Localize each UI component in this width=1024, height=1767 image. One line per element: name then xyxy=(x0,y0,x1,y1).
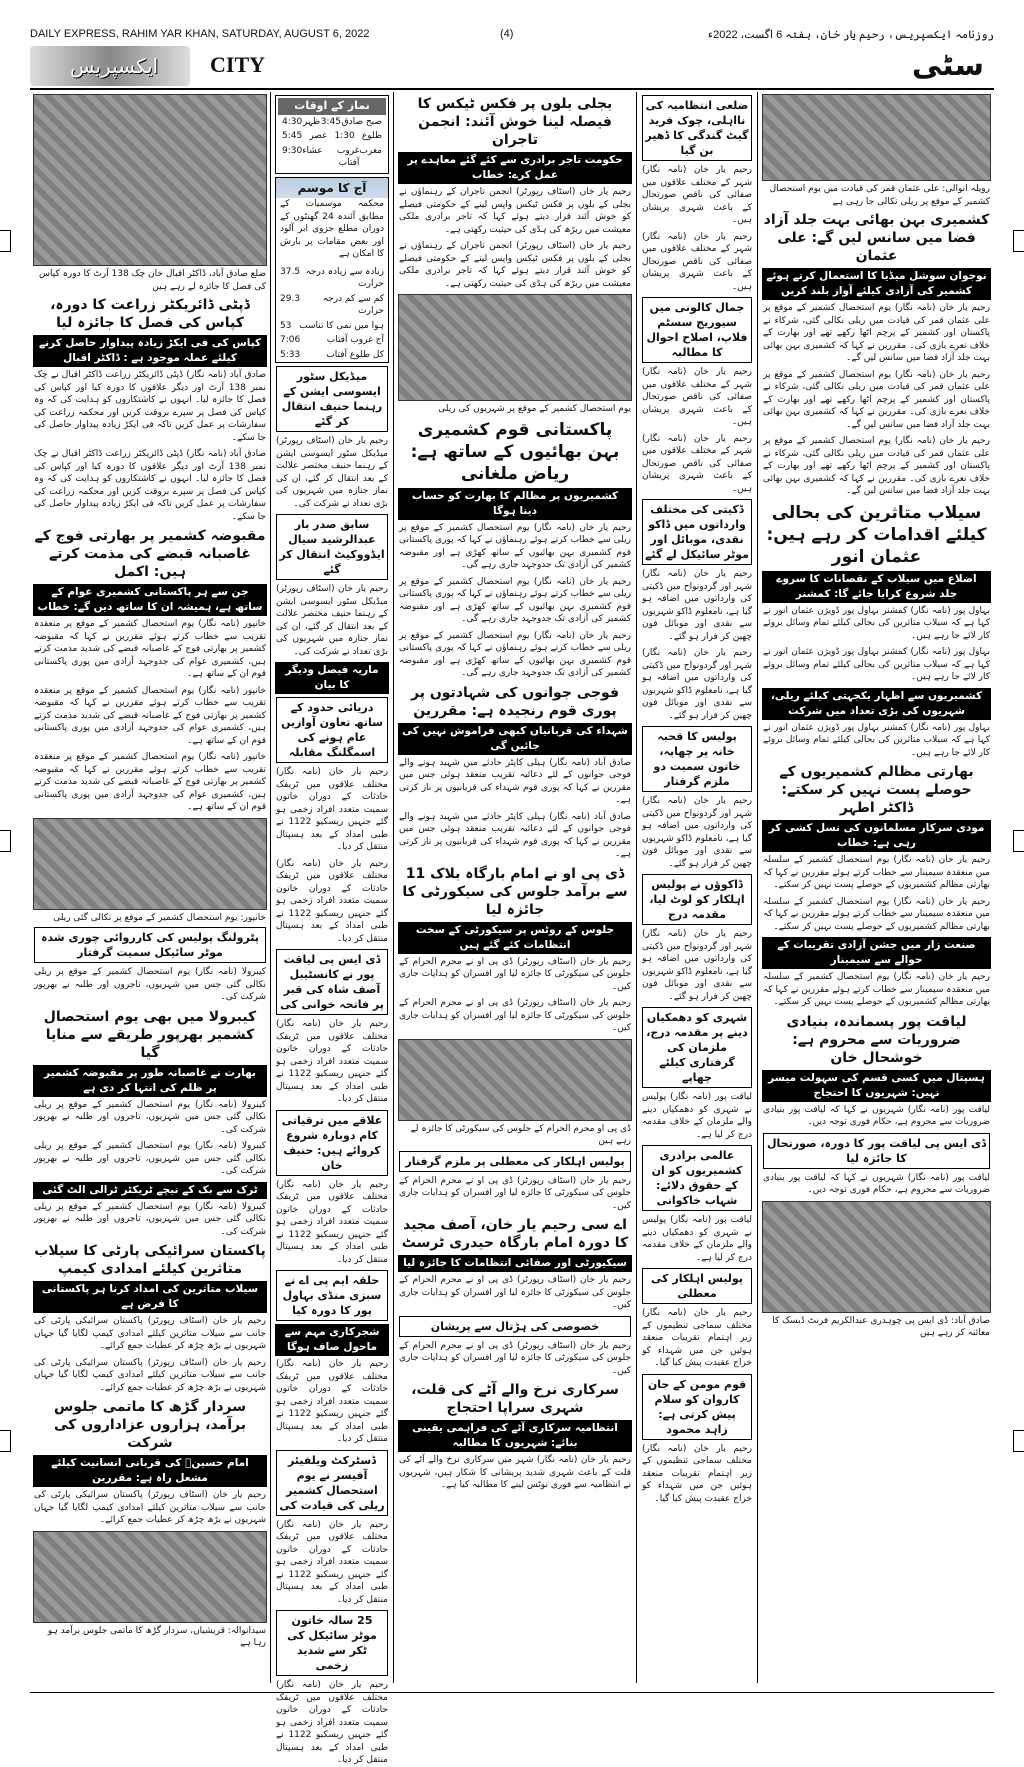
registration-mark xyxy=(0,230,11,252)
news-box: خصوصی کی ہڑتال سے پریشان xyxy=(399,1316,631,1337)
weather-label: زیادہ سے زیادہ درجہ حرارت xyxy=(305,266,384,289)
article-text: رحیم یار خان (اسٹاف رپورٹر) ڈی پی او نے محرم الحرام کے جلوس کی سیکورٹی کا جائزہ لیا اور افسران کو ہدایات جاری کیں۔ xyxy=(399,956,631,992)
headline: بھارتی مظالم کشمیریوں کے حوصلے پست نہیں کر سکتے: ڈاکٹر اطہر xyxy=(779,764,974,816)
article-text: رحیم یار خان (نامہ نگار) یوم استحصال کشمیر کے سلسلہ میں منعقدہ سیمینار سے خطاب کرتے ہوئے مقررین نے کہا کہ بھارتی مظالم کشمیریوں کے حوصلے پست نہیں کر سکتے۔ xyxy=(763,972,990,1007)
news-box: ڈی ایس پی لیاقت پور نے کانسٹیبل آصف شاہ کی قبر پر فاتحہ خوانی کی xyxy=(276,949,388,1015)
headline: فوجی جوانوں کی شہادتوں پر پوری قوم رنجیدہ ہے: مقررین xyxy=(410,684,619,719)
prayer-name: ظہر xyxy=(302,116,321,127)
article-text: رحیم یار خان (نامہ نگار) شہر کے مختلف علاقوں میں صفائی کی ناقص صورتحال کے باعث شہری پریشان ہیں۔ xyxy=(642,231,752,292)
column-3 xyxy=(395,92,635,1683)
subheadline: جلوس کے روٹس پر سیکورٹی کے سخت انتظامات کئے گئے ہیں xyxy=(398,922,632,954)
news-box: شہری کو دھمکیاں دینے پر مقدمہ درج، ملزمان کی گرفتاری کیلئے چھاپے xyxy=(642,1007,752,1088)
article-text: رحیم یار خان (نامہ نگار) یوم استحصال کشمیر کے موقع پر علی عثمان قمر کی قیادت میں ریلی نکالی گئی، شرکاء نے پاکستان اور کشمیر کے پرچم اٹھا رکھے تھے اور بھارت کے خلاف نعرے بازی کی۔ مقررین نے کہا کہ کشمیری بہن بھائی بہت جلد آزاد فضا میں سانس لیں گے۔ xyxy=(763,303,990,363)
photo-caption: ڈی پی او محرم الحرام کے جلوس کی سیکورٹی کا جائزہ لے رہے ہیں xyxy=(410,1123,631,1146)
column-divider xyxy=(636,92,637,1683)
subheadline: کشمیریوں پر مظالم کا بھارت کو حساب دینا ہوگا xyxy=(398,488,632,520)
page-footer-rule xyxy=(30,1692,994,1693)
article-text: رحیم یار خان (نامہ نگار) شہر اور گردونواح میں ڈکیتی کی وارداتوں میں اضافہ ہو گیا ہے، نامعلوم ڈاکو شہریوں سے نقدی اور موبائل فون چھین کر فرار ہو گئے۔ xyxy=(642,929,752,1002)
article-text: رحیم یار خان (نامہ نگار) یوم استحصال کشمیر کے موقع پر ریلی سے خطاب کرتے ہوئے رہنماؤں نے کہا کہ پوری پاکستانی قوم کشمیری بہن بھائیوں کے ساتھ کھڑی ہے اور مقبوضہ کشمیر کی آزادی تک جدوجہد جاری رہے گی۔ xyxy=(399,576,631,624)
news-box: سابق صدر بار عبدالرشید سیال ایڈووکیٹ انتقال کر گئے xyxy=(276,514,388,580)
weather-row xyxy=(276,319,388,334)
prayer-row xyxy=(278,129,386,144)
weather-row xyxy=(276,333,388,348)
headline: سرکاری نرخ والے آٹے کی قلت، شہری سراپا احتجاج xyxy=(411,1382,619,1416)
headline: پاکستان سرائیکی پارٹی کا سیلاب متاثرین کیلئے امدادی کیمپ xyxy=(34,1243,266,1277)
column-divider xyxy=(270,92,271,1683)
subheadline: ماریہ فیصل ودیگر کا بیان xyxy=(275,662,389,694)
news-box: عالمی برادری کشمیریوں کو ان کے حقوق دلائے: شہاب خاکوانی xyxy=(642,1145,752,1211)
news-box-dark: صنعت زار میں جشن آزادی تقریبات کے حوالے سے سیمینار xyxy=(762,937,991,969)
column-5 xyxy=(759,92,994,1683)
article-text: رحیم یار خان (اسٹاف رپورٹر) پاکستان سرائیکی پارٹی کی جانب سے سیلاب متاثرین کیلئے امدادی کیمپ لگایا گیا جہاں شہریوں نے بڑھ چڑھ کر عطیات جمع کرائے۔ xyxy=(34,1490,266,1525)
headline: ڈی پی او نے امام بارگاہ بلاک 11 سے برآمد جلوس کی سیکورٹی کا جائزہ لیا xyxy=(402,865,628,918)
weather-label: کل طلوع آفتاب xyxy=(326,349,384,360)
article-text: رحیم یار خان (نامہ نگار) شہر کے مختلف علاقوں میں صفائی کی ناقص صورتحال کے باعث شہری پریشان ہیں۔ xyxy=(642,433,752,494)
news-box: پولیس اہلکار کی معطلی پر ملزم گرفتار xyxy=(399,1151,631,1172)
news-box: جمال کالونی میں سیوریج سسٹم فلاپ، اصلاح احوال کا مطالبہ xyxy=(642,297,752,363)
headline: سیلاب متاثرین کی بحالی کیلئے اقدامات کر رہے ہیں: عثمان انور xyxy=(766,502,987,567)
news-box: 25 سالہ خاتون موٹر سائیکل کی ٹکر سے شدید زخمی xyxy=(276,1610,388,1676)
article-text: رحیم یار خان (نامہ نگار) شہر میں سرکاری نرخ والے آٹے کی قلت کے باعث شہری شدید پریشانی کا شکار ہیں، شہریوں نے انتظامیہ سے فوری نوٹس لینے کا مطالبہ کیا ہے۔ xyxy=(399,1455,631,1490)
article-text: رحیم یار خان (نامہ نگار) مختلف علاقوں میں ٹریفک حادثات کے دوران خاتون سمیت متعدد افراد زخمی ہو گئے جنہیں ریسکیو 1122 نے طبی امداد کے بعد ہسپتال منتقل کر دیا۔ xyxy=(276,1179,388,1265)
headline: مقبوضہ کشمیر پر بھارتی فوج کے غاصبانہ قبضے کی مذمت کرتے ہیں: اکمل xyxy=(34,528,266,580)
article-text: رحیم یار خان (اسٹاف رپورٹر) ڈی پی او نے محرم الحرام کے جلوس کی سیکورٹی کا جائزہ لیا اور افسران کو ہدایات جاری کیں۔ xyxy=(399,1175,631,1211)
column-4 xyxy=(638,92,756,1683)
prayer-times-title: نماز کے اوقات xyxy=(278,98,386,115)
weather-value: 7:06 xyxy=(280,335,301,345)
weather-label: آج غروب آفتاب xyxy=(326,335,384,345)
masthead xyxy=(30,46,994,90)
news-box: پٹرولنگ پولیس کی کارروائی چوری شدہ موٹر سائیکل سمیت گرفتار xyxy=(34,927,266,963)
registration-mark xyxy=(0,830,11,852)
weather-box xyxy=(275,177,389,364)
article-text: رحیم یار خان (نامہ نگار) شہر اور گردونواح میں ڈکیتی کی وارداتوں میں اضافہ ہو گیا ہے، نامعلوم ڈاکو شہریوں سے نقدی اور موبائل فون چھین کر فرار ہو گئے۔ xyxy=(642,796,752,869)
column-divider xyxy=(757,92,758,1683)
headline: ڈپٹی ڈائریکٹر زراعت کا دورہ، کپاس کی فصل کا جائزہ لیا xyxy=(50,297,250,331)
article-text: صادق آباد (نامہ نگار) ڈپٹی ڈائریکٹر زراعت ڈاکٹر اقبال نے چک نمبر 138 آرٹ اور دیگر علاقوں کا دورہ کیا اور کپاس کی فصل کا جائزہ لیا۔ انہوں نے کاشتکاروں کو ہدایت کی کہ وہ کپاس کی فصل پر سپرے بروقت کریں اور محکمہ زراعت کی سفارشات پر عمل کریں تاکہ فی ایکڑ زیادہ پیداوار حاصل کی جا سکے۔ xyxy=(34,370,266,443)
news-box: میڈیکل سٹور ایسوسی ایشن کے رہنما حنیف انتقال کر گئے xyxy=(276,366,388,432)
prayer-name: صبح صادق xyxy=(341,116,382,127)
subheadline: شہداء کی قربانیاں کبھی فراموش نہیں کی جائیں گی xyxy=(398,723,632,755)
photo-caption: ضلع صادق آباد، ڈاکٹر اقبال خان چک 138 آرٹ کا دورہ کپاس کی فصل کا جائزہ لے رہے ہیں xyxy=(39,269,266,292)
prayer-time: 9:30 xyxy=(282,145,303,156)
news-box: حلقہ ایم پی اے نے سبزی منڈی بہاول پور کا دورہ کیا xyxy=(276,1270,388,1321)
headline: اے سی رحیم یار خان، آصف مجید کا دورہ امام بارگاہ حیدری ٹرسٹ xyxy=(401,1217,629,1251)
article-text: بہاول پور (نامہ نگار) کمشنر بہاول پور ڈویژن عثمان انور نے کہا ہے کہ سیلاب متاثرین کی بحالی کیلئے تمام وسائل بروئے کار لائے جا رہے ہیں۔ xyxy=(763,647,990,682)
article-text: رحیم یار خان (نامہ نگار) مختلف علاقوں میں ٹریفک حادثات کے دوران خاتون سمیت متعدد افراد زخمی ہو گئے جنہیں ریسکیو 1122 نے طبی امداد کے بعد ہسپتال منتقل کر دیا۔ xyxy=(276,1019,388,1104)
subheadline: کپاس کی فی ایکڑ زیادہ پیداوار حاصل کرنے کیلئے عملہ موجود ہے : ڈاکٹر اقبال xyxy=(33,335,267,367)
column-1 xyxy=(30,92,270,1683)
news-box: ڈاکوؤں نے پولیس اہلکار کو لوٹ لیا، مقدمہ درج xyxy=(642,874,752,925)
article-text: رحیم یار خان (نامہ نگار) شہر کے مختلف علاقوں میں صفائی کی ناقص صورتحال کے باعث شہری پریشان ہیں۔ xyxy=(642,165,752,225)
article-text: رحیم یار خان (اسٹاف رپورٹر) ڈی پی او نے محرم الحرام کے جلوس کی سیکورٹی کا جائزہ لیا اور افسران کو ہدایات جاری کیں۔ xyxy=(399,1275,631,1310)
column-2 xyxy=(272,92,392,1765)
news-box: ڈسٹرکٹ ویلفیئر آفیسر نے یوم استحصال کشمیر ریلی کی قیادت کی xyxy=(276,1450,388,1516)
prayer-times-box xyxy=(275,95,389,174)
photo-caption: یوم استحصال کشمیر کے موقع پر شہریوں کی ریلی xyxy=(438,404,631,414)
weather-label: کم سے کم درجہ حرارت xyxy=(322,293,384,316)
article-text: رحیم یار خان (نامہ نگار) یوم استحصال کشمیر کے موقع پر ریلی سے خطاب کرتے ہوئے رہنماؤں نے کہا کہ پوری پاکستانی قوم کشمیری بہن بھائیوں کے ساتھ کھڑی ہے اور مقبوضہ کشمیر کی آزادی تک جدوجہد جاری رہے گی۔ xyxy=(399,522,631,570)
article-text: رحیم یار خان (اسٹاف رپورٹر) پاکستان سرائیکی پارٹی کی جانب سے سیلاب متاثرین کیلئے امدادی کیمپ لگایا گیا جہاں شہریوں نے بڑھ چڑھ کر عطیات جمع کرائے۔ xyxy=(34,1316,266,1351)
subheadline: مودی سرکار مسلمانوں کی نسل کشی کر رہی ہے: خطاب xyxy=(762,820,991,852)
subheadline: بھارت نے غاصبانہ طور پر مقبوضہ کشمیر پر ظلم کی انتہا کر دی ہے xyxy=(33,1065,267,1097)
article-text: رحیم یار خان (نامہ نگار) شہر اور گردونواح میں ڈکیتی کی وارداتوں میں اضافہ ہو گیا ہے، نامعلوم ڈاکو شہریوں سے نقدی اور موبائل فون چھین کر فرار ہو گئے۔ xyxy=(642,569,752,642)
article-text: رحیم یار خان (اسٹاف رپورٹر) انجمن تاجران کے رہنماؤں نے بجلی کے بلوں پر فکس ٹیکس واپس لینے کے حکومتی فیصلے کو خوش آئند قرار دیتے ہوئے کہا کہ تاجر برادری ملکی معیشت میں ریڑھ کی ہڈی کی حیثیت رکھتی ہے۔ xyxy=(399,187,631,235)
weather-row xyxy=(276,265,388,292)
express-logo xyxy=(30,46,190,86)
article-text: رحیم یار خان (نامہ نگار) مختلف سماجی تنظیموں کے زیر اہتمام تقریبات منعقد ہوئیں جن میں شہداء کو خراج عقیدت پیش کیا گیا۔ xyxy=(642,1443,752,1504)
article-text: لیاقت پور (نامہ نگار) پولیس نے شہری کو دھمکیاں دینے والے ملزمان کے خلاف مقدمہ درج کر لیا ہے۔ xyxy=(642,1092,752,1140)
headline: پاکستانی قوم کشمیری بہن بھائیوں کے ساتھ ہے: ریاض ملغانی xyxy=(410,419,620,484)
article-text: رحیم یار خان (نامہ نگار) شہر اور گردونواح میں ڈکیتی کی وارداتوں میں اضافہ ہو گیا ہے، نامعلوم ڈاکو شہریوں سے نقدی اور موبائل فون چھین کر فرار ہو گئے۔ xyxy=(642,648,752,721)
article-text: رحیم یار خان (نامہ نگار) یوم استحصال کشمیر کے سلسلہ میں منعقدہ سیمینار سے خطاب کرتے ہوئے مقررین نے کہا کہ بھارتی مظالم کشمیریوں کے حوصلے پست نہیں کر سکتے۔ xyxy=(763,896,990,932)
section-title-ur: سٹی xyxy=(911,48,984,83)
weather-value: 53 xyxy=(280,320,292,331)
dsp-inspection-photo xyxy=(762,1201,991,1313)
subheadline: امام حسینؑ کی قربانی انسانیت کیلئے مشعل راہ ہے: مقررین xyxy=(33,1455,267,1487)
subheadline: سیکیورٹی اور صفائی انتظامات کا جائزہ لیا xyxy=(398,1255,632,1272)
article-text: رحیم یار خان (نامہ نگار) یوم استحصال کشمیر کے سلسلہ میں منعقدہ سیمینار سے خطاب کرتے ہوئے مقررین نے کہا کہ بھارتی مظالم کشمیریوں کے حوصلے پست نہیں کر سکتے۔ xyxy=(763,855,990,890)
article-text: خانپور (نامہ نگار) یوم استحصال کشمیر کے موقع پر منعقدہ تقریب سے خطاب کرتے ہوئے مقررین نے کہا کہ مقبوضہ کشمیر پر بھارتی فوج کے غاصبانہ قبضے کی شدید مذمت کرتے ہیں، کشمیری عوام کی جدوجہد آزادی میں پوری پاکستانی قوم ان کے ساتھ ہے۔ xyxy=(34,685,266,746)
prayer-time: 1:30 xyxy=(334,131,355,141)
article-text: صادق آباد (نامہ نگار) ڈپٹی ڈائریکٹر زراعت ڈاکٹر اقبال نے چک نمبر 138 آرٹ اور دیگر علاقوں کا دورہ کیا اور کپاس کی فصل کا جائزہ لیا۔ انہوں نے کاشتکاروں کو ہدایت کی کہ وہ کپاس کی فصل پر سپرے بروقت کریں اور محکمہ زراعت کی سفارشات پر عمل کریں تاکہ فی ایکڑ زیادہ پیداوار حاصل کی جا سکے۔ xyxy=(34,449,266,522)
header-right-line: روزنامہ ایکسپریس، رحیم یار خان، ہفتہ 6 اگست، 2022ء xyxy=(707,29,994,41)
news-box: ضلعی انتظامیہ کی نااہلی، چوک فرید گیٹ گندگی کا ڈھیر بن گیا xyxy=(642,95,752,161)
cotton-field-photo xyxy=(33,94,267,266)
article-text: صادق آباد (نامہ نگار) ہیلی کاپٹر حادثے میں شہید ہونے والے فوجی جوانوں کے لئے دعائیہ تقریب منعقد ہوئی جس میں مقررین نے کہا کہ پوری قوم شہداء کی قربانیوں پر ناز کرتی ہے۔ xyxy=(399,757,631,805)
article-text: کیبرولا (نامہ نگار) یوم استحصال کشمیر کے موقع پر ریلی نکالی گئی جس میں شہریوں، تاجروں اور طلبہ نے بھرپور شرکت کی۔ xyxy=(34,1201,266,1237)
article-text: صادق آباد (نامہ نگار) ہیلی کاپٹر حادثے میں شہید ہونے والے فوجی جوانوں کے لئے دعائیہ تقریب منعقد ہوئی جس میں مقررین نے کہا کہ پوری قوم شہداء کی قربانیوں پر ناز کرتی ہے۔ xyxy=(399,811,631,859)
news-box: ڈکیتی کی مختلف وارداتوں میں ڈاکو نقدی، موبائل اور موٹر سائیکل لے گئے xyxy=(642,499,752,565)
prayer-name: عشاء xyxy=(302,145,323,156)
article-text: خانپور (نامہ نگار) یوم استحصال کشمیر کے موقع پر منعقدہ تقریب سے خطاب کرتے ہوئے مقررین نے کہا کہ مقبوضہ کشمیر پر بھارتی فوج کے غاصبانہ قبضے کی شدید مذمت کرتے ہیں، کشمیری عوام کی جدوجہد آزادی میں پوری پاکستانی قوم ان کے ساتھ ہے۔ xyxy=(34,752,266,812)
article-text: رحیم یار خان (اسٹاف رپورٹر) میڈیکل سٹور ایسوسی ایشن کے رہنما حنیف مختصر علالت کے بعد انتقال کر گئے، ان کی نماز جنازہ میں شہریوں کی بڑی تعداد نے شرکت کی۔ xyxy=(276,436,388,509)
photo-caption: صادق آباد: ڈی ایس پی چوہدری عبدالکریم فرنٹ ڈیسک کا معائنہ کر رہے ہیں xyxy=(772,1315,990,1338)
prayer-row xyxy=(278,144,386,171)
article-text: رحیم یار خان (اسٹاف رپورٹر) پاکستان سرائیکی پارٹی کی جانب سے سیلاب متاثرین کیلئے امدادی کیمپ لگایا گیا جہاں شہریوں نے بڑھ چڑھ کر عطیات جمع کرائے۔ xyxy=(34,1357,266,1393)
weather-title: آج کا موسم xyxy=(276,178,388,199)
headline: لیاقت پور پسماندہ، بنیادی ضروریات سے محروم ہے: خوشحال خان xyxy=(786,1013,967,1066)
logo-text: ایکسپریس xyxy=(70,54,159,78)
article-text: کیبرولا (نامہ نگار) یوم استحصال کشمیر کے موقع پر ریلی نکالی گئی جس میں شہریوں، تاجروں اور طلبہ نے بھرپور شرکت کی۔ xyxy=(34,1099,266,1135)
rally-photo xyxy=(762,94,991,181)
photo-caption: رویلہ انوالی: علی عثمان قمر کی قیادت میں یوم استحصال کشمیر کے موقع پر ریلی نکالی جا رہی ہے xyxy=(769,184,990,207)
article-text: بہاول پور (نامہ نگار) کمشنر بہاول پور ڈویژن عثمان انور نے کہا ہے کہ سیلاب متاثرین کی بحالی کیلئے تمام وسائل بروئے کار لائے جا رہے ہیں۔ xyxy=(763,605,990,641)
prayer-time: 3:45 xyxy=(320,116,342,127)
header-left-line: DAILY EXPRESS, RAHIM YAR KHAN, SATURDAY, AUGUST 6, 2022 xyxy=(30,28,370,40)
news-box: پولیس اہلکار کی معطلی xyxy=(642,1268,752,1304)
headline: کیبرولا میں بھی یوم استحصال کشمیر بھرپور طریقے سے منایا گیا xyxy=(43,1008,257,1061)
registration-mark xyxy=(1013,1430,1024,1452)
article-text: لیاقت پور (نامہ نگار) پولیس نے شہری کو دھمکیاں دینے والے ملزمان کے خلاف مقدمہ درج کر لیا ہے۔ xyxy=(642,1215,752,1263)
article-text: رحیم یار خان (اسٹاف رپورٹر) ڈی پی او نے محرم الحرام کے جلوس کی سیکورٹی کا جائزہ لیا اور افسران کو ہدایات جاری کیں۔ xyxy=(399,998,631,1033)
procession-photo xyxy=(33,1531,267,1623)
prayer-name: مغرب xyxy=(359,145,382,156)
headline: سردار گڑھ کا ماتمی جلوس برآمد، ہزاروں عزاداروں کی شرکت xyxy=(53,1399,247,1451)
article-text: رحیم یار خان (نامہ نگار) مختلف علاقوں میں ٹریفک حادثات کے دوران خاتون سمیت متعدد افراد زخمی ہو گئے جنہیں ریسکیو 1122 نے طبی امداد کے بعد ہسپتال منتقل کر دیا۔ xyxy=(276,1359,388,1444)
prayer-time: غروب آفتاب xyxy=(336,145,360,168)
news-box-dark: کشمیریوں سے اظہار یکجہتی کیلئے ریلی، شہریوں کی بڑی تعداد میں شرکت xyxy=(762,688,991,720)
article-text: خانپور (نامہ نگار) یوم استحصال کشمیر کے موقع پر منعقدہ تقریب سے خطاب کرتے ہوئے مقررین نے کہا کہ مقبوضہ کشمیر پر بھارتی فوج کے غاصبانہ قبضے کی شدید مذمت کرتے ہیں، کشمیری عوام کی جدوجہد آزادی میں پوری پاکستانی قوم ان کے ساتھ ہے۔ xyxy=(34,619,266,679)
weather-value: 29.3 xyxy=(280,293,301,304)
weather-value: 37.5 xyxy=(280,266,301,277)
prayer-row xyxy=(278,115,386,130)
article-text: کیبرولا (نامہ نگار) یوم استحصال کشمیر کے موقع پر ریلی نکالی گئی جس میں شہریوں، تاجروں اور طلبہ نے بھرپور شرکت کی۔ xyxy=(34,967,266,1002)
headline: بجلی بلوں پر فکس ٹیکس کا فیصلہ لینا خوش آئند: انجمن تاجران xyxy=(417,96,613,148)
article-text: بہاول پور (نامہ نگار) کمشنر بہاول پور ڈویژن عثمان انور نے کہا ہے کہ سیلاب متاثرین کی بحالی کیلئے تمام وسائل بروئے کار لائے جا رہے ہیں۔ xyxy=(763,722,990,758)
subheadline: نوجوان سوشل میڈیا کا استعمال کرتے ہوئے کشمیر کی آزادی کیلئے آواز بلند کریں xyxy=(762,268,991,300)
news-box: دریائی حدود کے ساتھ تعاون آوازیں عام ہونے کی اسمگلنگ مقابلہ xyxy=(276,697,388,763)
subheadline: جن سے ہر پاکستانی کشمیری عوام کے ساتھ ہے، ہمیشہ ان کا ساتھ دیں گے: خطاب xyxy=(33,584,267,616)
news-box: ڈی ایس پی لیاقت پور کا دورہ، صورتحال کا جائزہ لیا xyxy=(763,1133,990,1169)
subheadline: شجرکاری مہم سے ماحول صاف ہوگا xyxy=(275,1324,389,1356)
news-box: قوم مومن کے جان کاروان کو سلام پیش کرتی ہے: زاہد محمود xyxy=(642,1374,752,1440)
weather-row xyxy=(276,292,388,319)
registration-mark xyxy=(1013,230,1024,252)
kashmir-rally-photo xyxy=(398,294,632,401)
article-text: لیاقت پور (نامہ نگار) شہریوں نے کہا کہ لیاقت پور بنیادی ضروریات سے محروم ہے، حکام فوری توجہ دیں۔ xyxy=(763,1104,990,1127)
article-text: رحیم یار خان (نامہ نگار) مختلف علاقوں میں ٹریفک حادثات کے دوران خاتون سمیت متعدد افراد زخمی ہو گئے جنہیں ریسکیو 1122 نے طبی امداد کے بعد ہسپتال منتقل کر دیا۔ xyxy=(276,858,388,944)
photo-caption: سیدانوالہ: قریشیاں، سردار گڑھ کا ماتمی جلوس برآمد ہو رہا ہے xyxy=(47,1625,266,1648)
weather-row xyxy=(276,348,388,363)
prayer-name: عصر xyxy=(309,131,328,141)
weather-label: ہوا میں نمی کا تناسب xyxy=(299,320,384,331)
kashmir-rally-photo xyxy=(33,818,267,910)
article-text: رحیم یار خان (نامہ نگار) مختلف علاقوں میں ٹریفک حادثات کے دوران خاتون سمیت متعدد افراد زخمی ہو گئے جنہیں ریسکیو 1122 نے طبی امداد کے بعد ہسپتال منتقل کر دیا۔ xyxy=(276,767,388,852)
section-title-en: CITY xyxy=(210,52,266,77)
news-box-dark: ٹرک سے بک کے نیچے ٹریکٹر ٹرالی الٹ گئی xyxy=(33,1182,267,1199)
article-text: رحیم یار خان (نامہ نگار) شہر کے مختلف علاقوں میں صفائی کی ناقص صورتحال کے باعث شہری پریشان ہیں۔ xyxy=(642,367,752,427)
subheadline: اضلاع میں سیلاب کے نقصانات کا سروے جلد شروع کرایا جائے گا: کمشنر xyxy=(762,571,991,603)
article-text: رحیم یار خان (نامہ نگار) یوم استحصال کشمیر کے موقع پر علی عثمان قمر کی قیادت میں ریلی نکالی گئی، شرکاء نے پاکستان اور کشمیر کے پرچم اٹھا رکھے تھے اور بھارت کے خلاف نعرے بازی کی۔ مقررین نے کہا کہ کشمیری بہن بھائی بہت جلد آزاد فضا میں سانس لیں گے۔ xyxy=(763,436,990,496)
article-text: رحیم یار خان (نامہ نگار) مختلف سماجی تنظیموں کے زیر اہتمام تقریبات منعقد ہوئیں جن میں شہداء کو خراج عقیدت پیش کیا گیا۔ xyxy=(642,1308,752,1368)
prayer-time: 5:45 xyxy=(282,131,303,141)
registration-mark xyxy=(1013,830,1024,852)
article-text: لیاقت پور (نامہ نگار) شہریوں نے کہا کہ لیاقت پور بنیادی ضروریات سے محروم ہے، حکام فوری توجہ دیں۔ xyxy=(763,1172,990,1195)
article-text: رحیم یار خان (نامہ نگار) یوم استحصال کشمیر کے موقع پر علی عثمان قمر کی قیادت میں ریلی نکالی گئی، شرکاء نے پاکستان اور کشمیر کے پرچم اٹھا رکھے تھے اور بھارت کے خلاف نعرے بازی کی۔ مقررین نے کہا کہ کشمیری بہن بھائی بہت جلد آزاد فضا میں سانس لیں گے۔ xyxy=(763,369,990,430)
subheadline: حکومت تاجر برادری سے کئے گئے معاہدے پر عمل کرے: خطاب xyxy=(398,152,632,184)
photo-caption: خانپور: یوم استحصال کشمیر کے موقع پر نکالی گئی ریلی xyxy=(53,912,266,923)
subheadline: سیلاب متاثرین کی امداد کرنا ہر پاکستانی کا فرض ہے xyxy=(33,1281,267,1313)
article-text: رحیم یار خان (نامہ نگار) مختلف علاقوں میں ٹریفک حادثات کے دوران خاتون سمیت متعدد افراد زخمی ہو گئے جنہیں ریسکیو 1122 نے طبی امداد کے بعد ہسپتال منتقل کر دیا۔ xyxy=(276,1519,388,1605)
subheadline: انتظامیہ سرکاری آٹے کی فراہمی یقینی بنائے: شہریوں کا مطالبہ xyxy=(398,1420,632,1452)
news-box: علاقے میں ترقیاتی کام دوبارہ شروع کروائے ہیں: حنیف خان xyxy=(276,1110,388,1176)
news-box: پولیس کا قحبہ خانہ پر چھاپہ، خاتون سمیت دو ملزم گرفتار xyxy=(642,726,752,792)
article-text: رحیم یار خان (نامہ نگار) مختلف علاقوں میں ٹریفک حادثات کے دوران خاتون سمیت متعدد افراد زخمی ہو گئے جنہیں ریسکیو 1122 نے طبی امداد کے بعد ہسپتال منتقل کر دیا۔ xyxy=(276,1680,388,1765)
column-divider xyxy=(393,92,394,1683)
weather-value: 5:33 xyxy=(280,349,301,360)
page-number: (4) xyxy=(500,28,514,40)
headline: کشمیری بہن بھائی بہت جلد آزاد فضا میں سانس لیں گے: علی عثمان xyxy=(763,212,990,264)
article-text: رحیم یار خان (اسٹاف رپورٹر) ڈی پی او نے محرم الحرام کے جلوس کی سیکورٹی کا جائزہ لیا اور افسران کو ہدایات جاری کیں۔ xyxy=(399,1340,631,1376)
subheadline: ہسپتال میں کسی قسم کی سہولت میسر نہیں: شہریوں کا احتجاج xyxy=(762,1070,991,1102)
prayer-name: طلوع xyxy=(361,131,382,141)
article-text: کیبرولا (نامہ نگار) یوم استحصال کشمیر کے موقع پر ریلی نکالی گئی جس میں شہریوں، تاجروں اور طلبہ نے بھرپور شرکت کی۔ xyxy=(34,1141,266,1176)
prayer-time: 4:30 xyxy=(282,116,303,127)
article-text: رحیم یار خان (نامہ نگار) یوم استحصال کشمیر کے موقع پر ریلی سے خطاب کرتے ہوئے رہنماؤں نے کہا کہ پوری پاکستانی قوم کشمیری بہن بھائیوں کے ساتھ کھڑی ہے اور مقبوضہ کشمیر کی آزادی تک جدوجہد جاری رہے گی۔ xyxy=(399,630,631,678)
weather-text: محکمہ موسمیات کے مطابق آئندہ 24 گھنٹوں کے دوران مطلع جزوی ابر آلود اور بعض مقامات پر بارش کا امکان ہے xyxy=(280,199,384,259)
page-top-line xyxy=(30,28,994,42)
article-text: رحیم یار خان (اسٹاف رپورٹر) انجمن تاجران کے رہنماؤں نے بجلی کے بلوں پر فکس ٹیکس واپس لینے کے حکومتی فیصلے کو خوش آئند قرار دیتے ہوئے کہا کہ تاجر برادری ملکی معیشت میں ریڑھ کی ہڈی کی حیثیت رکھتی ہے۔ xyxy=(399,241,631,289)
police-security-photo xyxy=(398,1039,632,1121)
registration-mark xyxy=(0,1430,11,1452)
article-text: رحیم یار خان (اسٹاف رپورٹر) میڈیکل سٹور ایسوسی ایشن کے رہنما حنیف مختصر علالت کے بعد انتقال کر گئے، ان کی نماز جنازہ میں شہریوں کی بڑی تعداد نے شرکت کی۔ xyxy=(276,584,388,657)
